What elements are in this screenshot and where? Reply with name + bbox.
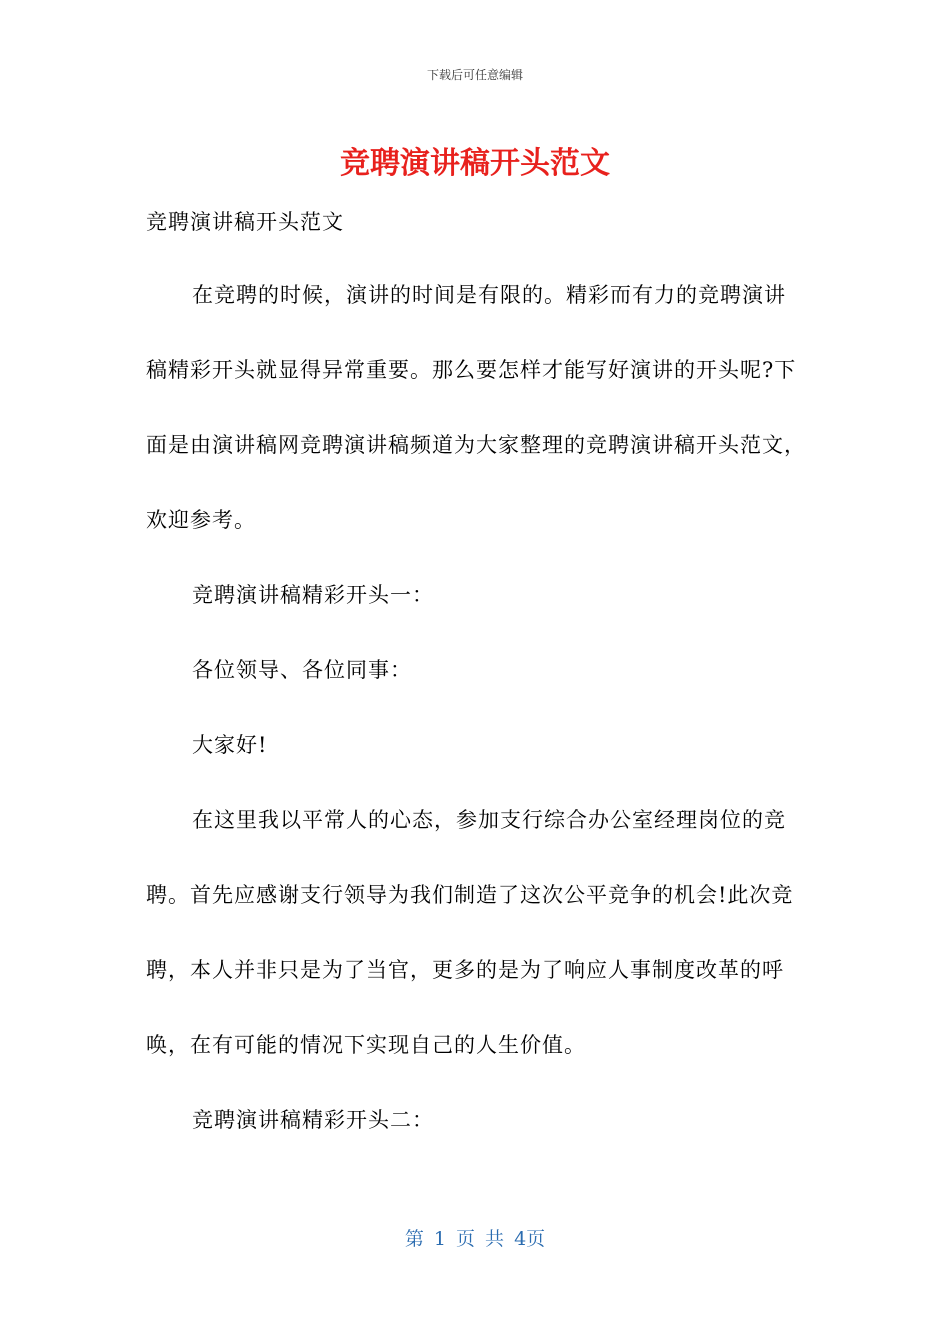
page-footer-number: 第 1 页 共 4页 [404, 1228, 546, 1250]
paragraph-heading-two: 竞聘演讲稿精彩开头二： [192, 1108, 434, 1132]
document-title: 竞聘演讲稿开头范文 [340, 146, 610, 181]
page-header-note: 下载后可任意编辑 [426, 68, 523, 82]
document-body [146, 196, 806, 1158]
paragraph-heading-one: 竞聘演讲稿精彩开头一： [192, 583, 434, 607]
document-subtitle: 竞聘演讲稿开头范文 [146, 210, 344, 234]
paragraph-intro: 在竞聘的时候，演讲的时间是有限的。精彩而有力的竞聘演讲稿精彩开头就显得异常重要。那么要怎样才能写好演讲的开头呢?下面是由演讲稿网竞聘演讲稿频道为大家整理的竞聘演讲稿开头范文，欢迎参考。 [146, 283, 806, 532]
paragraph-body-one: 在这里我以平常人的心态，参加支行综合办公室经理岗位的竞聘。首先应感谢支行领导为我们制造了这次公平竞争的机会!此次竞聘，本人并非只是为了当官，更多的是为了响应人事制度改革的呼唤，在有可能的情况下实现自己的人生价值。 [146, 808, 794, 1057]
paragraph-salutation: 各位领导、各位同事： [192, 658, 412, 682]
paragraph-greeting: 大家好! [192, 733, 268, 757]
